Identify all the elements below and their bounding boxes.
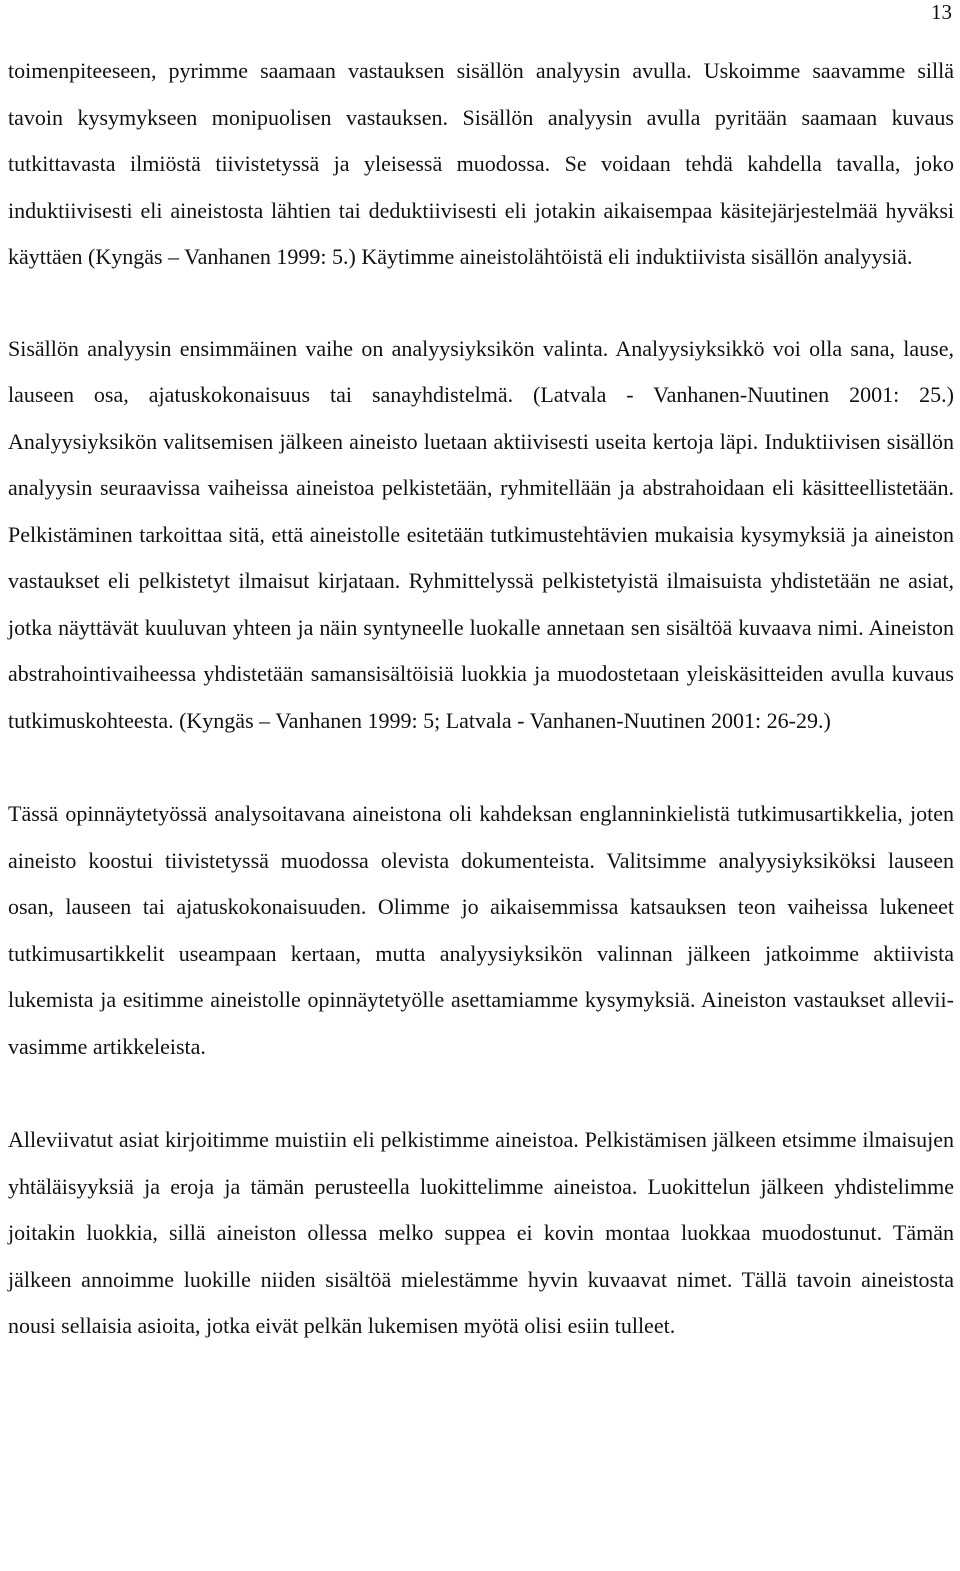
paragraph-content-analysis-intro: toimenpiteeseen, pyrimme saamaan vastauksen sisällön analyysin avulla. Uskoimme saavamme sillä tavoin kysymykseen monipuolisen vastauksen. Sisällön analyysin avulla pyritään saamaan kuvaus tutkittavasta ilmiöstä tiivistetyssä ja yleisessä muodossa. Se voidaan tehdä kahdella tavalla, joko induktiivisesti eli aineistosta lähtien tai deduktiivisesti eli jotakin aikaisempaa käsitejärjestelmää hyväksi käyttäen (Kyngäs – Vanhanen 1999: 5.) Käytimme aineistolähtöistä eli induktiivista sisällön analyysiä. [8, 58, 954, 269]
paragraph-thesis-material: Tässä opinnäytetyössä analysoitavana aineistona oli kahdeksan englanninkielistä tutkimusartikkelia, joten aineisto koostui tiivistetyssä muodossa olevista dokumenteista. Valitsimme analyysiyksiköksi lauseen osan, lauseen tai ajatuskokonaisuuden. Olimme jo aikaisemmissa katsauksen teon vaiheissa lukeneet tutkimusartikkelit useampaan kertaan, mutta analyysiyksikön valinnan jälkeen jatkoimme aktiivista lukemista ja esitimme aineistolle opinnäytetyölle asettamiamme kysymyksiä. Aineiston vastaukset alleviivasimme artikkeleista. [8, 801, 954, 1059]
paragraph-reduction-classification: Alleviivatut asiat kirjoitimme muistiin eli pelkistimme aineistoa. Pelkistämisen jälkeen etsimme ilmaisujen yhtäläisyyksiä ja eroja ja tämän perusteella luokittelimme aineistoa. Luokittelun jälkeen yhdistelimme joitakin luokkia, sillä aineiston ollessa melko suppea ei kovin montaa luokkaa muodostunut. Tämän jälkeen annoimme luokille niiden sisältöä mielestämme hyvin kuvaavat nimet. Tällä tavoin aineistosta nousi sellaisia asioita, jotka eivät pelkän lukemisen myötä olisi esiin tulleet. [8, 1127, 954, 1338]
body-text [8, 48, 954, 1350]
paragraph-analysis-phases: Sisällön analyysin ensimmäinen vaihe on analyysiyksikön valinta. Analyysiyksikkö voi olla sana, lause, lauseen osa, ajatuskokonaisuus tai sanayhdistelmä. (Latvala - Vanhanen-Nuutinen 2001: 25.) Analyysiyksikön valitsemisen jälkeen aineisto luetaan aktiivisesti useita kertoja läpi. Induktiivisen sisällön analyysin seuraavissa vaiheissa aineistoa pelkistetään, ryhmitellään ja abstrahoidaan eli käsitteellistetään. Pelkistäminen tarkoittaa sitä, että aineistolle esitetään tutkimustehtävien mukaisia kysymyksiä ja aineiston vastaukset eli pelkistetyt ilmaisut kirjataan. Ryhmittelyssä pelkistetyistä ilmaisuista yhdistetään ne asiat, jotka näyttävät kuuluvan yhteen ja näin syntyneelle luokalle annetaan sen sisältöä kuvaava nimi. Aineiston abstrahointivaiheessa yhdistetään samansisältöisiä luokkia ja muodostetaan yleiskäsitteiden avulla kuvaus tutkimuskohteesta. (Kyngäs – Vanhanen 1999: 5; Latvala - Vanhanen-Nuutinen 2001: 26-29.) [8, 335, 954, 733]
page-number: 13 [931, 0, 952, 24]
